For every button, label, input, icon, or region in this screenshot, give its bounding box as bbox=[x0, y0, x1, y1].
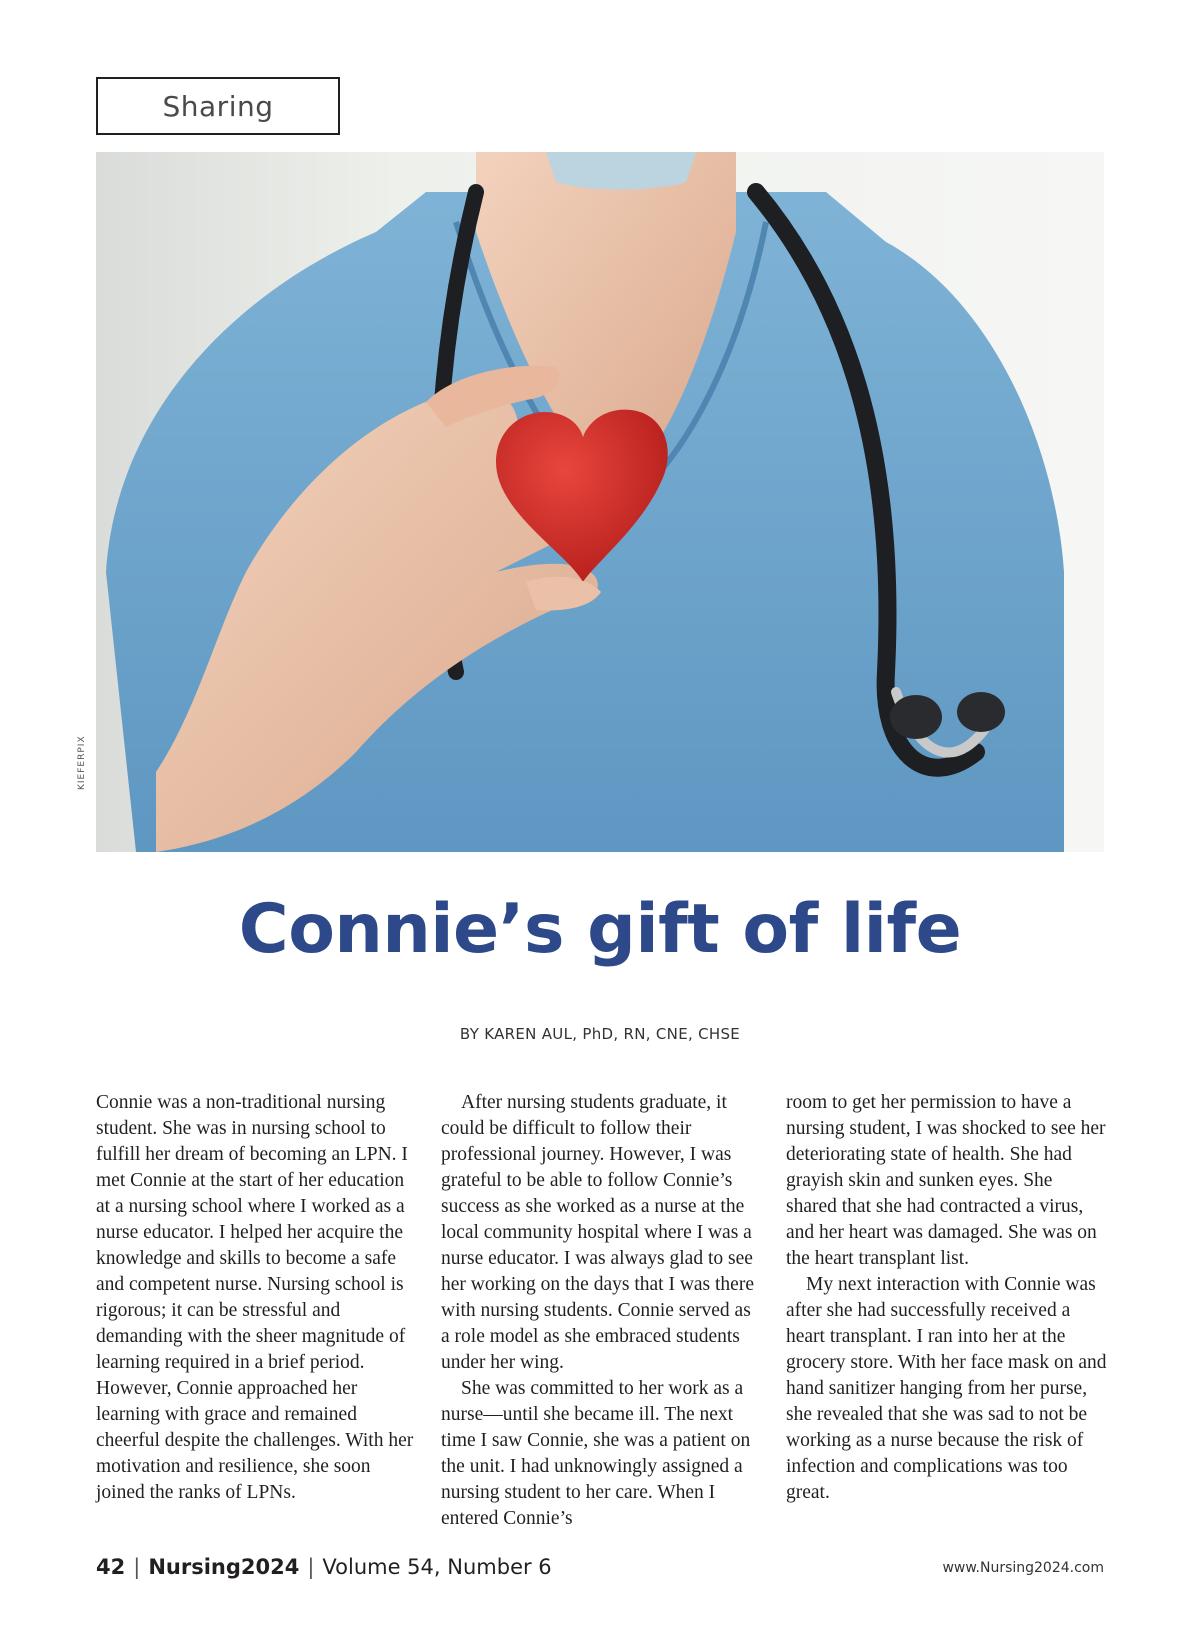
article-column-2 bbox=[441, 1090, 763, 1532]
article-title: Connie’s gift of life bbox=[238, 890, 962, 969]
paragraph: room to get her permission to have a nursing student, I was shocked to see her deteriorating state of health. She had grayish skin and sunken eyes. She shared that she had contracted a virus, and her heart was damaged. She was on the heart transplant list. bbox=[786, 1092, 1106, 1269]
paragraph: After nursing students graduate, it could be difficult to follow their professional journey. However, I was grateful to be able to follow Connie’s success as she worked as a nurse at the local community hospital where I was a nurse educator. I was always glad to see her working on the days that I was there with nursing students. Connie served as a role model as she embraced students under her wing. bbox=[441, 1092, 754, 1373]
paragraph: Connie was a non-traditional nursing student. She was in nursing school to fulfill her dream of becoming an LPN. I met Connie at the start of her education at a nursing school where I worked as a nurse educator. I helped her acquire the knowledge and skills to become a safe and competent nurse. Nursing school is rigorous; it can be stressful and demanding with the sheer magnitude of learning required in a brief period. However, Connie approached her learning with grace and remained cheerful despite the challenges. With her motivation and resilience, she soon joined the ranks of LPNs. bbox=[96, 1092, 414, 1503]
issue-info: Volume 54, Number 6 bbox=[322, 1555, 552, 1579]
footer-url[interactable]: www.Nursing2024.com bbox=[942, 1560, 1104, 1576]
article-column-3 bbox=[786, 1090, 1108, 1506]
section-label: Sharing bbox=[96, 77, 340, 135]
page-number: 42 bbox=[96, 1555, 126, 1579]
heart-photo bbox=[96, 152, 1104, 852]
magazine-name: Nursing2024 bbox=[148, 1555, 300, 1579]
article-column-1 bbox=[96, 1090, 418, 1506]
footer-folio bbox=[96, 1555, 552, 1579]
paragraph: My next interaction with Connie was after she had successfully received a heart transplant. I ran into her at the grocery store. With her face mask on and hand sanitizer hanging from her purse, she revealed that she was sad to not be working as a nurse because the risk of infection and complications was too great. bbox=[786, 1274, 1107, 1503]
separator: | bbox=[307, 1555, 315, 1579]
paragraph: She was committed to her work as a nurse—until she became ill. The next time I saw Connie, she was a patient on the unit. I had unknowingly assigned a nursing student to her care. When I entered Connie’s bbox=[441, 1378, 751, 1529]
article-byline: BY KAREN AUL, PhD, RN, CNE, CHSE bbox=[459, 1025, 741, 1043]
photo-credit: KIEFERPIX bbox=[77, 735, 87, 790]
separator: | bbox=[133, 1555, 141, 1579]
